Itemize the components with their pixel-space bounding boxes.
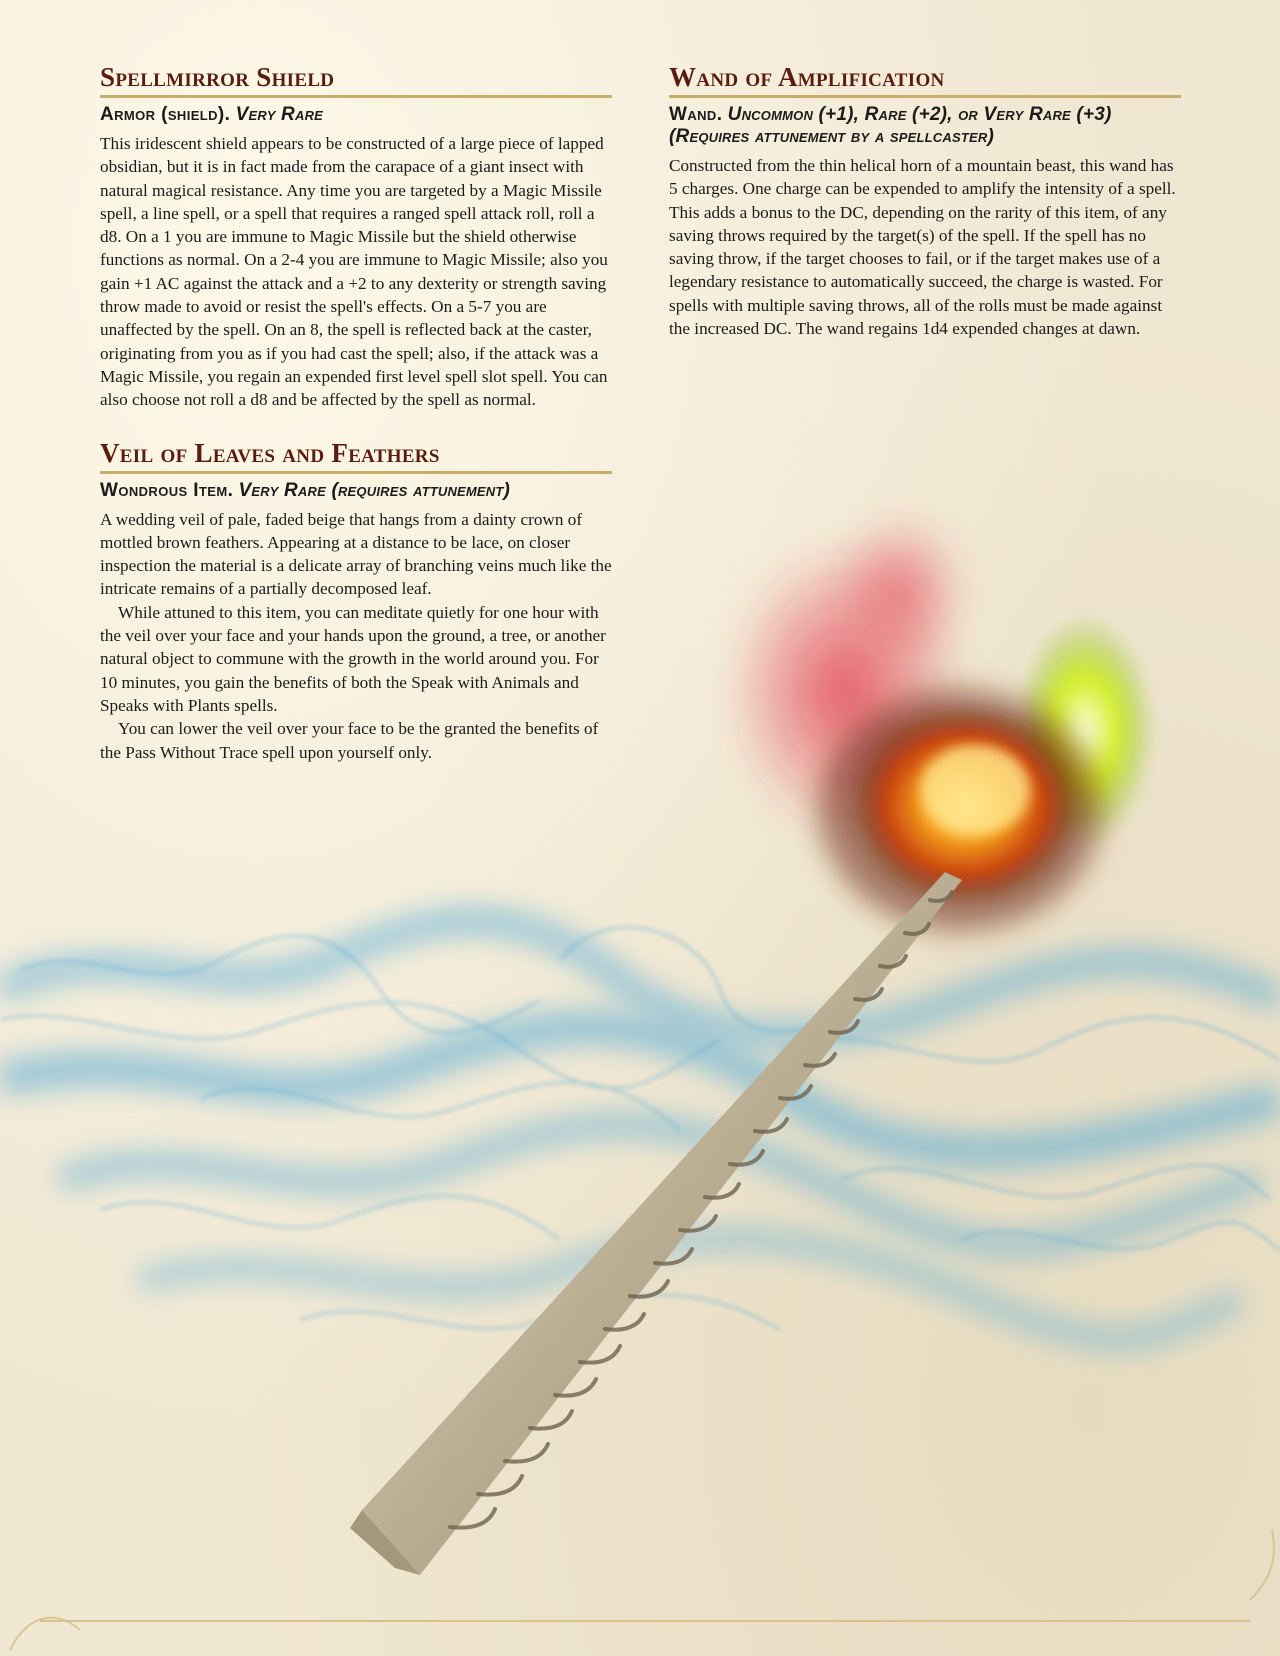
item-subtitle <box>100 480 612 502</box>
wand-of-amplification-entry <box>669 62 1181 340</box>
red-mist <box>725 510 970 840</box>
veil-of-leaves-entry <box>100 438 612 764</box>
item-description: A wedding veil of pale, faded beige that hangs from a dainty crown of mottled brown feathers. Appearing at a distance to be lace, on closer inspection the material is a delicate array of branching veins much like the intricate remains of a partially decomposed leaf. <box>100 509 612 599</box>
item-title: Wand of Amplification <box>669 62 1181 98</box>
item-title: Spellmirror Shield <box>100 62 612 98</box>
item-title: Veil of Leaves and Feathers <box>100 438 612 474</box>
item-rarity: Very Rare <box>235 104 324 125</box>
twisted-horn-wand <box>350 872 962 1575</box>
item-description: Constructed from the thin helical horn of a mountain beast, this wand has 5 charges. One charge can be expended to amplify the intensity of a spell. This adds a bonus to the DC, depending on the rarity of this item, of any saving throws required by the target(s) of the spell. If the spell has no saving throw, if the target chooses to fail, or if the target makes use of a legendary resistance to automatically succeed, the charge is wasted. For spells with multiple saving throws, all of the rolls must be made against the increased DC. The wand regains 1d4 expended changes at dawn. <box>669 156 1176 339</box>
item-rarity: Uncommon (+1), Rare (+2), or Very Rare (+3) (Requires attunement by a spellcaster) <box>669 104 1112 147</box>
item-description: While attuned to this item, you can meditate quietly for one hour with the veil over your face and your hands upon the ground, a tree, or another natural object to commune with the growth in the world around you. For 10 minutes, you gain the benefits of both the Speak with Animals and Speaks with Plants spells. <box>100 602 606 715</box>
item-description: This iridescent shield appears to be constructed of a large piece of lapped obsidian, but it is in fact made from the carapace of a giant insect with natural magical resistance. Any time you are targeted by a Magic Missile spell, a line spell, or a spell that requires a ranged spell attack roll, roll a d8. On a 1 you are immune to Magic Missile but the shield otherwise functions as normal. On a 2-4 you are immune to Magic Missile; also you gain +1 AC against the attack and a +2 to any dexterity or strength saving throw made to avoid or resist the spell's effects. On a 5-7 you are unaffected by the spell. On an 8, the spell is reflected back at the caster, originating from you as if you had cast the spell; also, if the attack was a Magic Missile, you regain an expended first level spell slot spell. You can also choose not roll a d8 and be affected by the spell as normal. <box>100 134 608 410</box>
green-glow <box>1015 615 1155 845</box>
spellmirror-shield-entry <box>100 62 612 412</box>
footer-divider <box>40 1620 1250 1622</box>
fire-burst <box>820 690 1100 930</box>
blue-smoke <box>0 921 1280 1339</box>
item-rarity: Very Rare (requires attunement) <box>238 479 511 501</box>
item-type: Armor (shield). <box>100 104 231 125</box>
item-subtitle <box>100 104 612 126</box>
item-subtitle <box>669 104 1181 148</box>
item-description: You can lower the veil over your face to be the granted the benefits of the Pass Without Trace spell upon yourself only. <box>100 719 599 762</box>
item-type: Wondrous Item. <box>100 479 234 501</box>
item-type: Wand. <box>669 104 723 125</box>
right-column <box>669 62 1181 340</box>
left-column <box>100 62 612 764</box>
